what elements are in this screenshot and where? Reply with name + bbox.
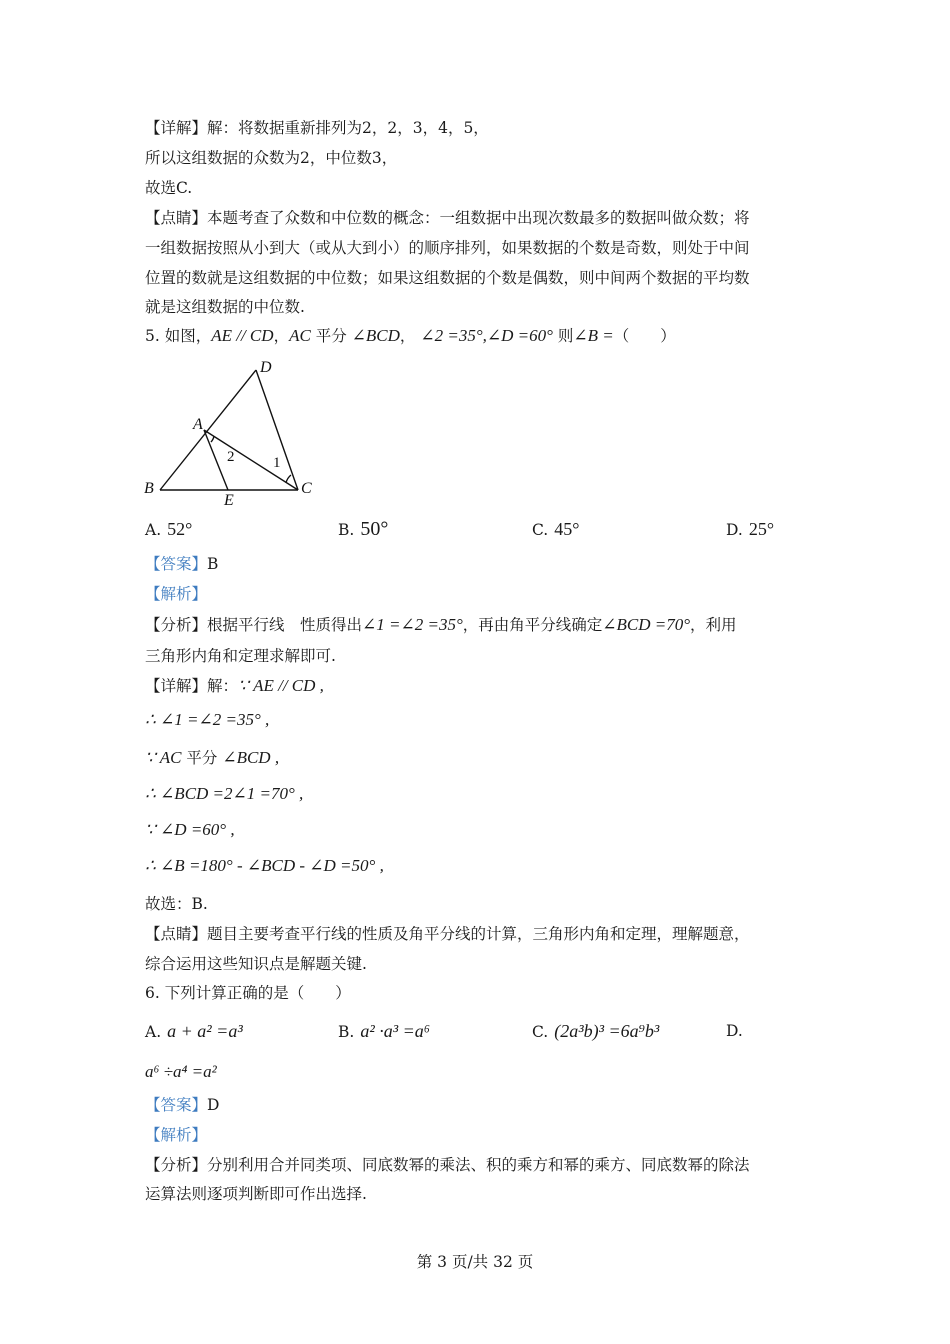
angle-2-arc — [211, 436, 214, 442]
option-value: 52° — [167, 519, 193, 539]
label-a: A — [193, 416, 203, 433]
text-line: 就是这组数据的中位数. — [145, 298, 305, 316]
detail-step: ∴ ∠BCD =2∠1 =70° , — [145, 784, 304, 803]
text-line: 故选C. — [145, 179, 193, 197]
option-letter: D. — [726, 521, 743, 539]
label-angle-1: 1 — [273, 455, 281, 471]
detail-math: ∠BCD , — [222, 748, 280, 767]
detail-step — [145, 748, 279, 768]
detail-text: 平分 — [181, 749, 223, 767]
answer-label: 【答案】 — [145, 1096, 208, 1114]
label-d: D — [260, 359, 272, 376]
option-letter: A. — [145, 521, 162, 539]
q5-analysis-label: 【解析】 — [145, 585, 208, 603]
q5-parallel: AE // CD — [211, 326, 274, 345]
q5-detail-start — [145, 676, 324, 696]
q6-option-a[interactable] — [145, 1020, 243, 1043]
segment-ae — [204, 430, 228, 490]
text-line: 一组数据按照从小到大（或从大到小）的顺序排列，如果数据的个数是奇数，则处于中间 — [145, 239, 750, 257]
option-letter: B. — [338, 1023, 355, 1041]
q5-stem-prefix: 5. 如图， — [145, 327, 212, 345]
fenxi-math: ∠1 =∠2 =35° — [362, 615, 463, 634]
q5-stem — [145, 326, 676, 346]
text-line: 【点睛】本题考查了众数和中位数的概念：一组数据中出现次数最多的数据叫做众数；将 — [145, 209, 750, 227]
answer-value: D — [207, 1096, 220, 1114]
label-angle-2: 2 — [227, 449, 235, 465]
text-line: 所以这组数据的众数为2，中位数3， — [145, 149, 398, 167]
text-line: 位置的数就是这组数据的中位数；如果这组数据的个数是偶数，则中间两个数据的平均数 — [145, 269, 750, 287]
segment-dc — [256, 370, 298, 490]
text-line: 【点睛】题目主要考查平行线的性质及角平分线的计算，三角形内角和定理，理解题意， — [145, 925, 750, 943]
text-line: 【分析】分别利用合并同类项、同底数幂的乘法、积的乘方和幂的乘方、同底数幂的除法 — [145, 1156, 750, 1174]
q5-option-a[interactable] — [145, 518, 192, 541]
q6-option-c[interactable] — [532, 1020, 659, 1043]
q6-analysis-label: 【解析】 — [145, 1126, 208, 1144]
option-value: a + a² =a³ — [167, 1021, 243, 1041]
q5-option-d[interactable] — [726, 518, 774, 541]
q5-bcd: ∠BCD — [351, 326, 400, 345]
q5-angle-b: ∠B = — [573, 326, 614, 345]
fenxi-text: ，再由角平分线确定 — [462, 616, 603, 634]
label-e: E — [224, 492, 234, 509]
angle-1-arc — [286, 475, 291, 483]
detail-step: ∴ ∠B =180° - ∠BCD - ∠D =50° , — [145, 856, 384, 875]
fenxi-text: 【分析】根据平行线 性质得出 — [145, 616, 363, 634]
q5-sep: ， — [273, 327, 290, 345]
option-value: 25° — [748, 519, 775, 539]
q5-bisect: 平分 — [310, 327, 352, 345]
text-line: 三角形内角和定理求解即可. — [145, 647, 336, 665]
text-line: 故选：B. — [145, 895, 208, 913]
detail-prefix: 【详解】解： — [145, 677, 239, 695]
option-letter: A. — [145, 1023, 162, 1041]
text-line: 【详解】解：将数据重新排列为2，2，3，4，5， — [145, 119, 489, 137]
option-letter: C. — [532, 1023, 549, 1041]
q5-ac: AC — [289, 326, 311, 345]
option-value: 50° — [360, 518, 389, 540]
detail-step: ∵ AE // CD , — [238, 676, 324, 695]
q5-angles: ∠2 =35°,∠D =60° — [420, 326, 553, 345]
q5-fenxi — [145, 615, 737, 635]
q6-option-d-value: a⁶ ÷a⁴ =a² — [145, 1062, 217, 1081]
label-c: C — [301, 480, 312, 497]
q6-answer — [145, 1095, 219, 1115]
q5-option-b[interactable] — [338, 518, 388, 541]
q6-option-d[interactable] — [726, 1020, 743, 1042]
segment-ac — [204, 430, 298, 490]
detail-step: ∵ ∠D =60° , — [145, 820, 235, 839]
option-value: a² ·a³ =a⁶ — [360, 1021, 431, 1041]
text-line: 综合运用这些知识点是解题关键. — [145, 955, 367, 973]
q5-triangle-figure — [140, 355, 330, 510]
fenxi-math: ∠BCD =70° — [602, 615, 691, 634]
option-letter: C. — [532, 521, 549, 539]
q5-sep: ， — [399, 327, 416, 345]
page-footer: 第 3 页/共 32 页 — [416, 1253, 534, 1271]
text-line: 运算法则逐项判断即可作出选择. — [145, 1185, 367, 1203]
fenxi-text: ，利用 — [690, 616, 737, 634]
answer-value: B — [207, 555, 219, 573]
q5-answer — [145, 554, 218, 574]
q5-then: 则 — [552, 327, 574, 345]
option-letter: B. — [338, 521, 355, 539]
detail-step: ∴ ∠1 =∠2 =35° , — [145, 710, 270, 729]
q5-option-c[interactable] — [532, 518, 579, 541]
option-value: (2a³b)³ =6a⁹b³ — [554, 1021, 660, 1041]
segment-bd — [160, 370, 256, 490]
option-value: 45° — [554, 519, 580, 539]
answer-label: 【答案】 — [145, 555, 208, 573]
q6-option-b[interactable] — [338, 1020, 430, 1043]
q5-paren: （ ） — [613, 327, 676, 345]
detail-math: ∵ AC — [145, 748, 182, 767]
q6-stem: 6. 下列计算正确的是（ ） — [145, 984, 351, 1002]
label-b: B — [144, 480, 154, 497]
option-letter: D. — [726, 1022, 743, 1040]
